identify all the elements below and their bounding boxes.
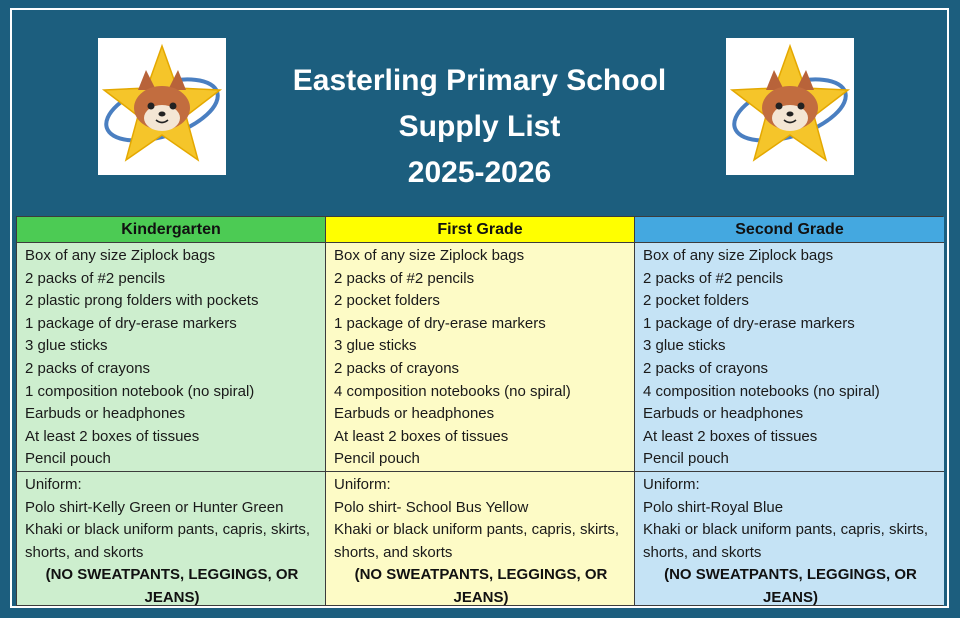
column-first-grade — [326, 217, 635, 605]
supply-item: 1 package of dry-erase markers — [334, 314, 546, 332]
column-heading: Second Grade — [635, 217, 944, 243]
supply-item: 3 glue sticks — [334, 337, 417, 355]
supply-item: 1 composition notebook (no spiral) — [25, 382, 255, 400]
title-school-name: Easterling Primary School — [292, 64, 667, 97]
uniform-label: Uniform: — [334, 476, 391, 493]
supply-item: Box of any size Ziplock bags — [25, 247, 216, 264]
supply-item: 2 packs of crayons — [643, 359, 769, 377]
star-fox-logo-icon — [98, 38, 226, 175]
supply-item: 4 composition notebooks (no spiral) — [334, 382, 571, 400]
supply-item: 3 glue sticks — [25, 337, 108, 355]
column-heading: Kindergarten — [17, 217, 325, 243]
uniform-warning: (NO SWEATPANTS, LEGGINGS, OR JEANS) — [354, 566, 608, 606]
uniform-section — [635, 472, 944, 610]
supply-item: 1 package of dry-erase markers — [643, 314, 855, 332]
supply-item: 2 packs of #2 pencils — [643, 269, 784, 287]
school-logo-left — [98, 38, 226, 175]
column-heading: First Grade — [326, 217, 634, 243]
supply-item: At least 2 boxes of tissues — [334, 427, 509, 445]
uniform-section — [17, 472, 325, 610]
uniform-pants: Khaki or black uniform pants, capris, skirts, shorts, and skorts — [25, 521, 311, 561]
supply-item: 2 packs of crayons — [334, 359, 460, 377]
header — [12, 10, 947, 215]
uniform-shirt: Polo shirt-Royal Blue — [643, 498, 784, 516]
supply-table — [16, 216, 943, 606]
supply-list — [635, 243, 944, 472]
supply-item: Earbuds or headphones — [334, 405, 495, 423]
uniform-warning: (NO SWEATPANTS, LEGGINGS, OR JEANS) — [664, 566, 917, 606]
supply-item: 2 packs of crayons — [25, 359, 151, 377]
supply-item: Pencil pouch — [643, 450, 729, 468]
uniform-label: Uniform: — [25, 476, 82, 493]
supply-item: 2 pocket folders — [643, 292, 749, 310]
supply-item: Pencil pouch — [25, 450, 111, 468]
title-subtitle: Supply List — [398, 110, 561, 143]
column-second-grade — [635, 217, 944, 605]
supply-item: 1 package of dry-erase markers — [25, 314, 237, 332]
school-logo-right — [726, 38, 854, 175]
supply-item: 3 glue sticks — [643, 337, 726, 355]
supply-item: Box of any size Ziplock bags — [334, 247, 525, 264]
supply-list — [17, 243, 325, 472]
supply-item: Pencil pouch — [334, 450, 420, 468]
supply-item: 2 packs of #2 pencils — [334, 269, 475, 287]
supply-item: At least 2 boxes of tissues — [643, 427, 818, 445]
supply-item: At least 2 boxes of tissues — [25, 427, 200, 445]
page-title — [252, 58, 707, 196]
star-fox-logo-icon — [726, 38, 854, 175]
supply-item: Earbuds or headphones — [643, 405, 804, 423]
column-kindergarten — [17, 217, 326, 605]
supply-item: 2 plastic prong folders with pockets — [25, 292, 259, 310]
supply-item: Box of any size Ziplock bags — [643, 247, 834, 264]
supply-item: 2 packs of #2 pencils — [25, 269, 166, 287]
supply-item: 4 composition notebooks (no spiral) — [643, 382, 880, 400]
uniform-pants: Khaki or black uniform pants, capris, skirts, shorts, and skorts — [334, 521, 620, 561]
supply-item: Earbuds or headphones — [25, 405, 186, 423]
title-year: 2025-2026 — [407, 156, 552, 189]
document-frame — [10, 8, 949, 608]
uniform-section — [326, 472, 634, 610]
uniform-shirt: Polo shirt-Kelly Green or Hunter Green — [25, 498, 284, 516]
supply-item: 2 pocket folders — [334, 292, 440, 310]
uniform-pants: Khaki or black uniform pants, capris, skirts, shorts, and skorts — [643, 521, 929, 561]
uniform-shirt: Polo shirt- School Bus Yellow — [334, 498, 529, 516]
supply-list — [326, 243, 634, 472]
uniform-warning: (NO SWEATPANTS, LEGGINGS, OR JEANS) — [45, 566, 299, 606]
uniform-label: Uniform: — [643, 476, 700, 493]
